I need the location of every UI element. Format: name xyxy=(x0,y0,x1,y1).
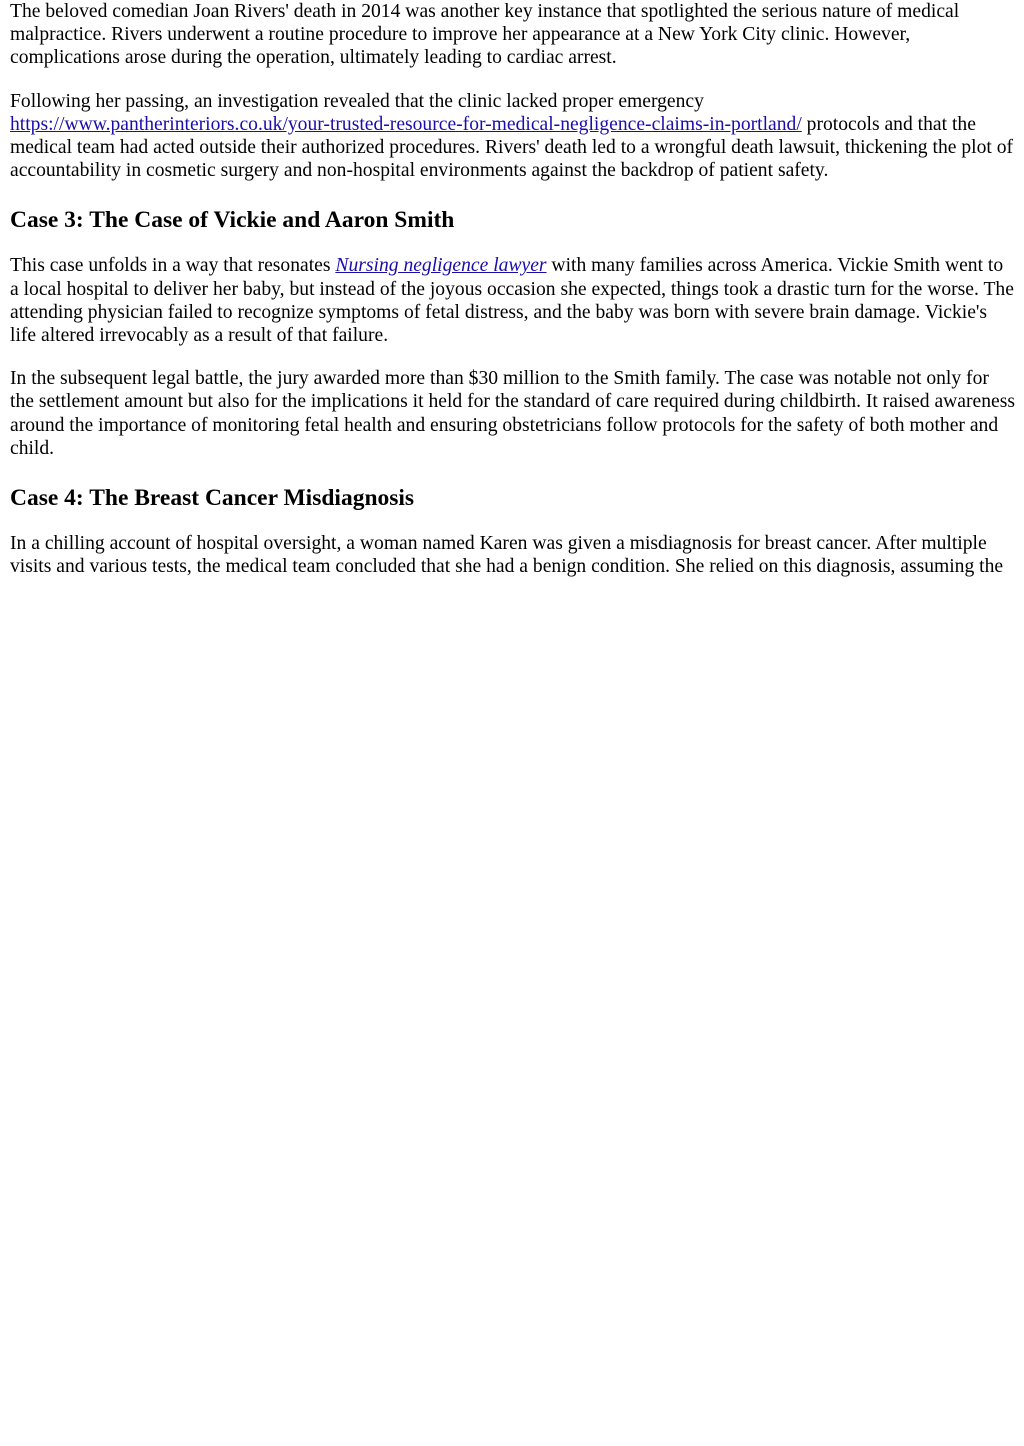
paragraph-text: with many families across America. Vickie Smith went to a local hospital to deliver her baby, but instead of the joyous occasion she expected, things took a drastic turn for the worse. The attending physician failed to recognize symptoms of fetal distress, and the baby was born with severe brain damage. Vickie's life altered irrevocably as a result of that failure. xyxy=(10,255,1014,347)
paragraph-legal-battle: In the subsequent legal battle, the jury awarded more than $30 million to the Smith family. The case was notable not only for the settlement amount but also for the implications it held for the standard of care required during childbirth. It raised awareness around the importance of monitoring fetal health and ensuring obstetricians follow protocols for the safety of both mother and child. xyxy=(10,368,1015,459)
paragraph-text: Following her passing, an investigation revealed that the clinic lacked proper emergency xyxy=(10,90,704,112)
nursing-negligence-lawyer-link[interactable]: Nursing negligence lawyer xyxy=(335,255,547,277)
heading-case-4: Case 4: The Breast Cancer Misdiagnosis xyxy=(10,485,415,512)
paragraph-vickie-smith xyxy=(10,254,1016,347)
paragraph-text: protocols and that the medical team had acted outside their authorized procedures. Rivers' death led to a wrongful death lawsuit, thickening the plot of accountability in cosmetic surgery and non-hospital environments against the backdrop of patient safety. xyxy=(10,113,1014,182)
paragraph-joan-rivers: The beloved comedian Joan Rivers' death in 2014 was another key instance that spotlighted the serious nature of medical malpractice. Rivers underwent a routine procedure to improve her appearance at a New York City clinic. However, complications arose during the operation, ultimately leading to cardiac arrest. xyxy=(10,1,960,69)
document-body xyxy=(0,0,1024,578)
paragraph-text: This case unfolds in a way that resonates xyxy=(10,255,336,277)
panther-interiors-link[interactable]: https://www.pantherinteriors.co.uk/your-trusted-resource-for-medical-negligence-claims-in-portland/ xyxy=(10,113,802,135)
heading-case-3: Case 3: The Case of Vickie and Aaron Smith xyxy=(10,207,455,234)
paragraph-investigation xyxy=(10,90,1016,183)
paragraph-karen-misdiagnosis: In a chilling account of hospital oversight, a woman named Karen was given a misdiagnosis for breast cancer. After multiple visits and various tests, the medical team concluded that she had a benign condition. She relied on this diagnosis, assuming the xyxy=(10,533,1004,578)
